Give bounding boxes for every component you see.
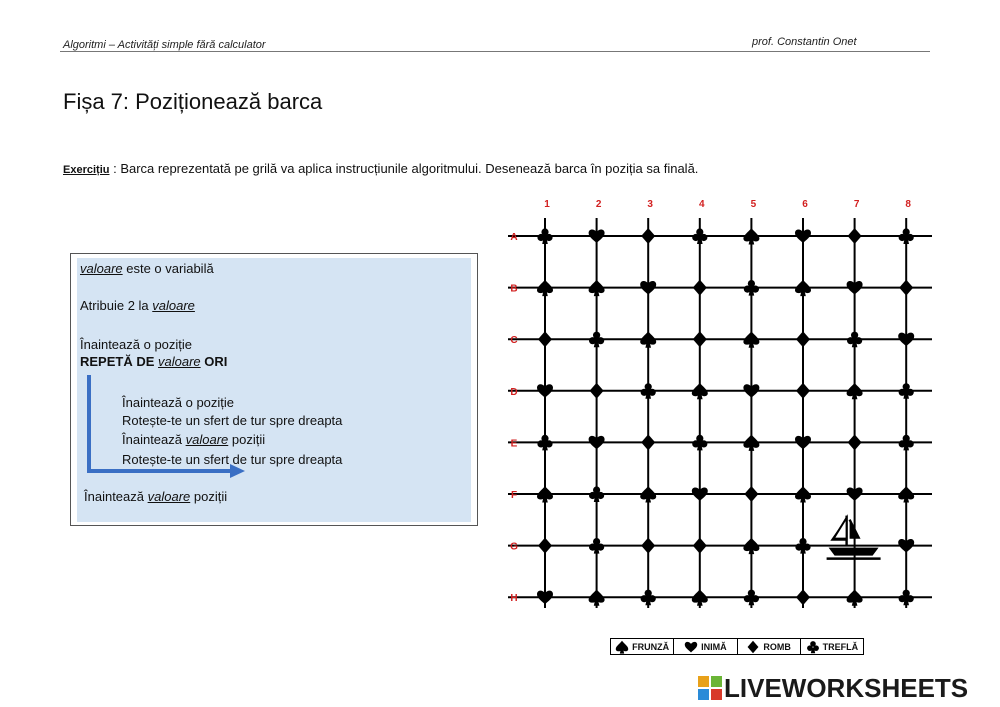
diamond-icon xyxy=(538,331,552,347)
algo-line-repeat: REPETĂ DE valoare ORI xyxy=(80,354,228,369)
diamond-icon xyxy=(899,280,913,296)
legend-label: TREFLĂ xyxy=(822,641,859,652)
spade-icon xyxy=(537,486,553,503)
exercise-label: Exercițiu xyxy=(63,164,110,176)
exercise-separator: : xyxy=(109,161,121,176)
row-label: E xyxy=(510,438,518,450)
spade-icon xyxy=(537,280,553,297)
header-divider xyxy=(60,51,930,52)
symbol-legend xyxy=(610,638,864,655)
diamond-icon xyxy=(693,280,707,296)
heart-icon xyxy=(684,640,698,654)
row-label: F xyxy=(510,490,518,501)
exercise-text: Barca reprezentată pe grilă va aplica instrucțiunile algoritmului. Desenează barca în poziția sa finală. xyxy=(120,161,699,176)
club-icon xyxy=(806,640,820,654)
algo-loop-line-2: Rotește-te un sfert de tur spre dreapta xyxy=(122,413,343,428)
spade-icon xyxy=(589,280,605,297)
legend-label: ROMB xyxy=(763,641,791,652)
diamond-icon xyxy=(796,383,810,399)
spade-icon xyxy=(692,589,708,606)
algo-line-assign: Atribuie 2 la valoare xyxy=(80,298,195,313)
algo-line-final: Înaintează valoare poziții xyxy=(84,489,228,504)
spade-icon xyxy=(847,589,863,606)
algo-loop-line-3: Înaintează valoare poziții xyxy=(122,432,266,447)
spade-icon xyxy=(795,486,811,503)
legend-label: INIMĂ xyxy=(701,641,727,652)
page-title: Fișa 7: Poziționează barca xyxy=(63,89,323,114)
diamond-icon xyxy=(590,383,604,399)
header-author: prof. Constantin Onet xyxy=(752,36,857,48)
spade-icon xyxy=(795,280,811,297)
column-label: 7 xyxy=(853,199,860,210)
diamond-icon xyxy=(538,538,552,554)
column-label: 4 xyxy=(699,199,705,210)
legend-label: FRUNZĂ xyxy=(632,641,670,652)
spade-icon xyxy=(640,331,656,348)
spade-icon xyxy=(589,589,605,606)
column-label: 6 xyxy=(802,199,808,210)
diamond-icon xyxy=(641,228,655,244)
legend-item-spade xyxy=(611,639,674,654)
diamond-icon xyxy=(796,589,810,605)
diamond-icon xyxy=(744,486,758,502)
column-label: 2 xyxy=(595,199,602,210)
spade-icon xyxy=(743,434,759,451)
header-subject: Algoritmi – Activități simple fără calculator xyxy=(63,39,266,51)
row-label: A xyxy=(510,232,518,243)
legend-item-heart xyxy=(674,639,737,654)
liveworksheets-logo xyxy=(698,673,968,704)
diamond-icon xyxy=(746,640,760,654)
algo-loop-line-1: Înaintează o poziție xyxy=(122,395,235,410)
row-label: D xyxy=(510,386,518,398)
spade-icon xyxy=(743,331,759,348)
legend-item-diamond xyxy=(738,639,801,654)
spade-icon xyxy=(743,538,759,555)
diamond-icon xyxy=(693,331,707,347)
liveworksheets-logo-icon xyxy=(698,676,724,702)
boat-icon[interactable] xyxy=(827,516,881,559)
spade-icon xyxy=(640,486,656,503)
loop-arrow xyxy=(80,375,250,485)
row-label: C xyxy=(510,335,518,347)
diamond-icon xyxy=(693,538,707,554)
exercise-instruction xyxy=(63,161,698,176)
diamond-icon xyxy=(848,228,862,244)
column-label: 3 xyxy=(647,199,653,210)
grid-symbols xyxy=(537,228,914,606)
algo-loop-line-4: Rotește-te un sfert de tur spre dreapta xyxy=(122,452,343,467)
column-label: 1 xyxy=(544,199,550,210)
row-label: H xyxy=(510,593,518,605)
spade-icon xyxy=(847,383,863,400)
boat-grid xyxy=(500,190,940,610)
algo-line-variable: valoare este o variabilă xyxy=(80,261,214,276)
row-label: B xyxy=(510,283,518,295)
legend-item-club xyxy=(801,639,863,654)
row-label: G xyxy=(510,541,518,553)
grid-labels xyxy=(510,199,911,604)
spade-icon xyxy=(692,383,708,400)
column-label: 8 xyxy=(905,199,911,210)
spade-icon xyxy=(743,228,759,245)
spade-icon xyxy=(615,640,629,654)
algo-line-advance: Înaintează o poziție xyxy=(80,337,193,352)
liveworksheets-wordmark: LIVEWORKSHEETS xyxy=(724,673,969,703)
diamond-icon xyxy=(641,434,655,450)
diamond-icon xyxy=(641,538,655,554)
column-label: 5 xyxy=(750,199,757,210)
diamond-icon xyxy=(796,331,810,347)
spade-icon xyxy=(898,486,914,503)
diamond-icon xyxy=(848,434,862,450)
